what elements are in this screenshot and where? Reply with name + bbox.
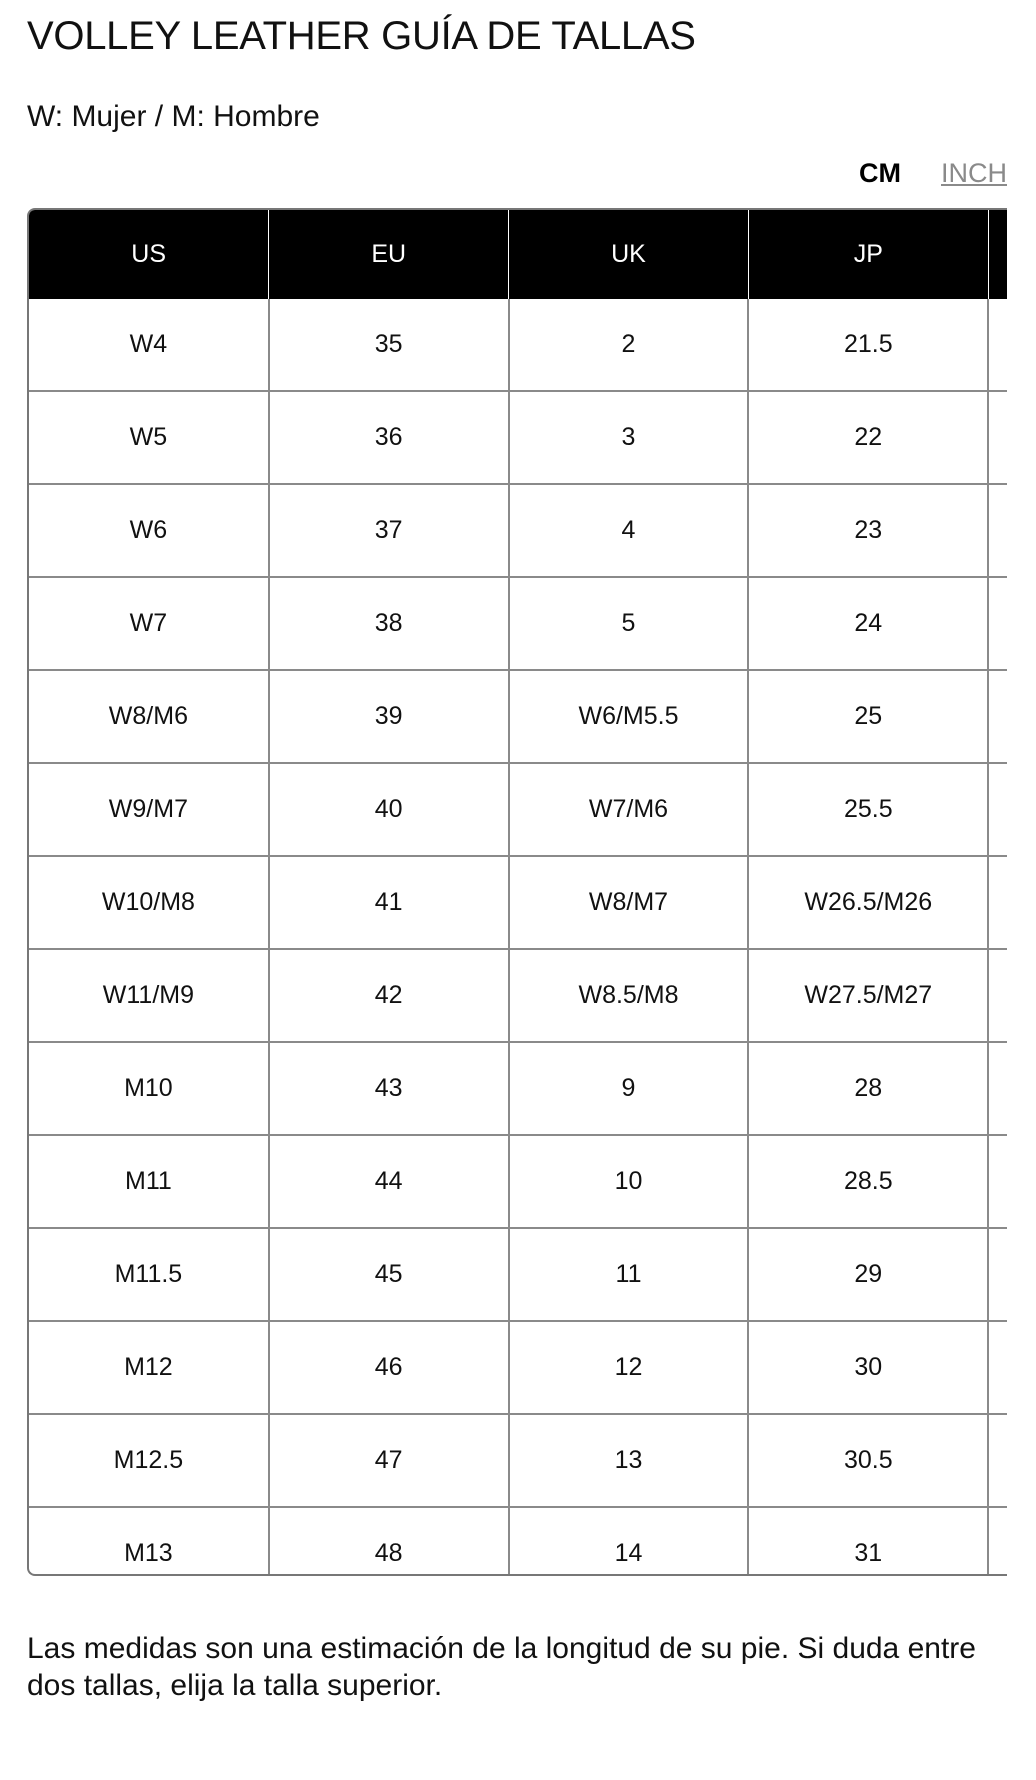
size-cell-uk: W7/M6 (509, 763, 749, 856)
size-cell-us: M12.5 (29, 1414, 269, 1507)
size-cell-eu: 39 (269, 670, 509, 763)
size-cell-cut-off (988, 763, 1007, 856)
size-cell-eu: 47 (269, 1414, 509, 1507)
size-cell-eu: 36 (269, 391, 509, 484)
size-cell-cut-off (988, 670, 1007, 763)
size-cell-uk: 5 (509, 577, 749, 670)
table-row (29, 1228, 1007, 1321)
table-row (29, 670, 1007, 763)
table-row (29, 1414, 1007, 1507)
column-header-uk: UK (509, 210, 749, 299)
size-cell-uk: 4 (509, 484, 749, 577)
size-cell-jp: W26.5/M26 (748, 856, 988, 949)
size-cell-uk: W8.5/M8 (509, 949, 749, 1042)
size-cell-uk: 14 (509, 1507, 749, 1576)
size-cell-jp: 22 (748, 391, 988, 484)
page-title: VOLLEY LEATHER GUÍA DE TALLAS (27, 14, 696, 58)
size-cell-cut-off (988, 1321, 1007, 1414)
column-header-cut-off (988, 210, 1007, 299)
size-cell-us: W10/M8 (29, 856, 269, 949)
size-cell-jp: 28 (748, 1042, 988, 1135)
size-cell-jp: 25 (748, 670, 988, 763)
table-row (29, 1321, 1007, 1414)
size-table-body (29, 299, 1007, 1576)
size-cell-eu: 37 (269, 484, 509, 577)
size-cell-cut-off (988, 577, 1007, 670)
table-row (29, 856, 1007, 949)
size-cell-eu: 35 (269, 299, 509, 391)
measurement-note: Las medidas son una estimación de la longitud de su pie. Si duda entre dos tallas, elija la talla superior. (27, 1632, 976, 1702)
table-row (29, 299, 1007, 391)
table-row (29, 763, 1007, 856)
size-cell-cut-off (988, 299, 1007, 391)
table-row (29, 1135, 1007, 1228)
table-row (29, 1042, 1007, 1135)
size-cell-jp: 30.5 (748, 1414, 988, 1507)
size-cell-cut-off (988, 391, 1007, 484)
table-row (29, 391, 1007, 484)
size-cell-us: M13 (29, 1507, 269, 1576)
size-cell-jp: 28.5 (748, 1135, 988, 1228)
size-cell-cut-off (988, 484, 1007, 577)
size-cell-uk: W6/M5.5 (509, 670, 749, 763)
size-cell-us: W8/M6 (29, 670, 269, 763)
size-cell-cut-off (988, 1042, 1007, 1135)
size-cell-us: W5 (29, 391, 269, 484)
size-cell-us: M10 (29, 1042, 269, 1135)
size-cell-eu: 40 (269, 763, 509, 856)
gender-legend: W: Mujer / M: Hombre (27, 100, 320, 133)
size-cell-eu: 45 (269, 1228, 509, 1321)
size-cell-us: M12 (29, 1321, 269, 1414)
table-row (29, 1507, 1007, 1576)
column-header-eu: EU (269, 210, 509, 299)
size-cell-cut-off (988, 1507, 1007, 1576)
size-cell-us: W11/M9 (29, 949, 269, 1042)
unit-cm-button[interactable]: CM (859, 158, 901, 188)
size-cell-cut-off (988, 856, 1007, 949)
size-cell-us: M11.5 (29, 1228, 269, 1321)
size-cell-uk: 2 (509, 299, 749, 391)
column-header-jp: JP (748, 210, 988, 299)
size-table (29, 210, 1007, 1576)
unit-toggle (859, 158, 1007, 189)
size-cell-eu: 41 (269, 856, 509, 949)
table-row (29, 577, 1007, 670)
size-cell-cut-off (988, 1135, 1007, 1228)
size-cell-eu: 42 (269, 949, 509, 1042)
size-cell-cut-off (988, 1228, 1007, 1321)
size-cell-jp: 21.5 (748, 299, 988, 391)
size-cell-eu: 46 (269, 1321, 509, 1414)
size-table-scroll-container[interactable] (27, 208, 1007, 1576)
size-cell-us: W7 (29, 577, 269, 670)
column-header-us: US (29, 210, 269, 299)
size-cell-uk: W8/M7 (509, 856, 749, 949)
size-cell-us: W4 (29, 299, 269, 391)
table-row (29, 949, 1007, 1042)
size-cell-cut-off (988, 1414, 1007, 1507)
size-cell-jp: 25.5 (748, 763, 988, 856)
size-cell-eu: 44 (269, 1135, 509, 1228)
size-cell-uk: 12 (509, 1321, 749, 1414)
size-cell-us: W6 (29, 484, 269, 577)
size-cell-eu: 48 (269, 1507, 509, 1576)
size-cell-jp: 29 (748, 1228, 988, 1321)
size-cell-eu: 43 (269, 1042, 509, 1135)
size-cell-jp: 23 (748, 484, 988, 577)
size-cell-uk: 9 (509, 1042, 749, 1135)
size-cell-eu: 38 (269, 577, 509, 670)
size-cell-jp: 30 (748, 1321, 988, 1414)
size-cell-us: W9/M7 (29, 763, 269, 856)
size-cell-uk: 13 (509, 1414, 749, 1507)
size-cell-jp: W27.5/M27 (748, 949, 988, 1042)
size-cell-jp: 31 (748, 1507, 988, 1576)
size-cell-uk: 3 (509, 391, 749, 484)
size-cell-cut-off (988, 949, 1007, 1042)
size-cell-jp: 24 (748, 577, 988, 670)
table-row (29, 484, 1007, 577)
size-cell-uk: 11 (509, 1228, 749, 1321)
size-cell-uk: 10 (509, 1135, 749, 1228)
table-header-row (29, 210, 1007, 299)
unit-inch-link[interactable]: INCH (941, 158, 1007, 188)
size-cell-us: M11 (29, 1135, 269, 1228)
